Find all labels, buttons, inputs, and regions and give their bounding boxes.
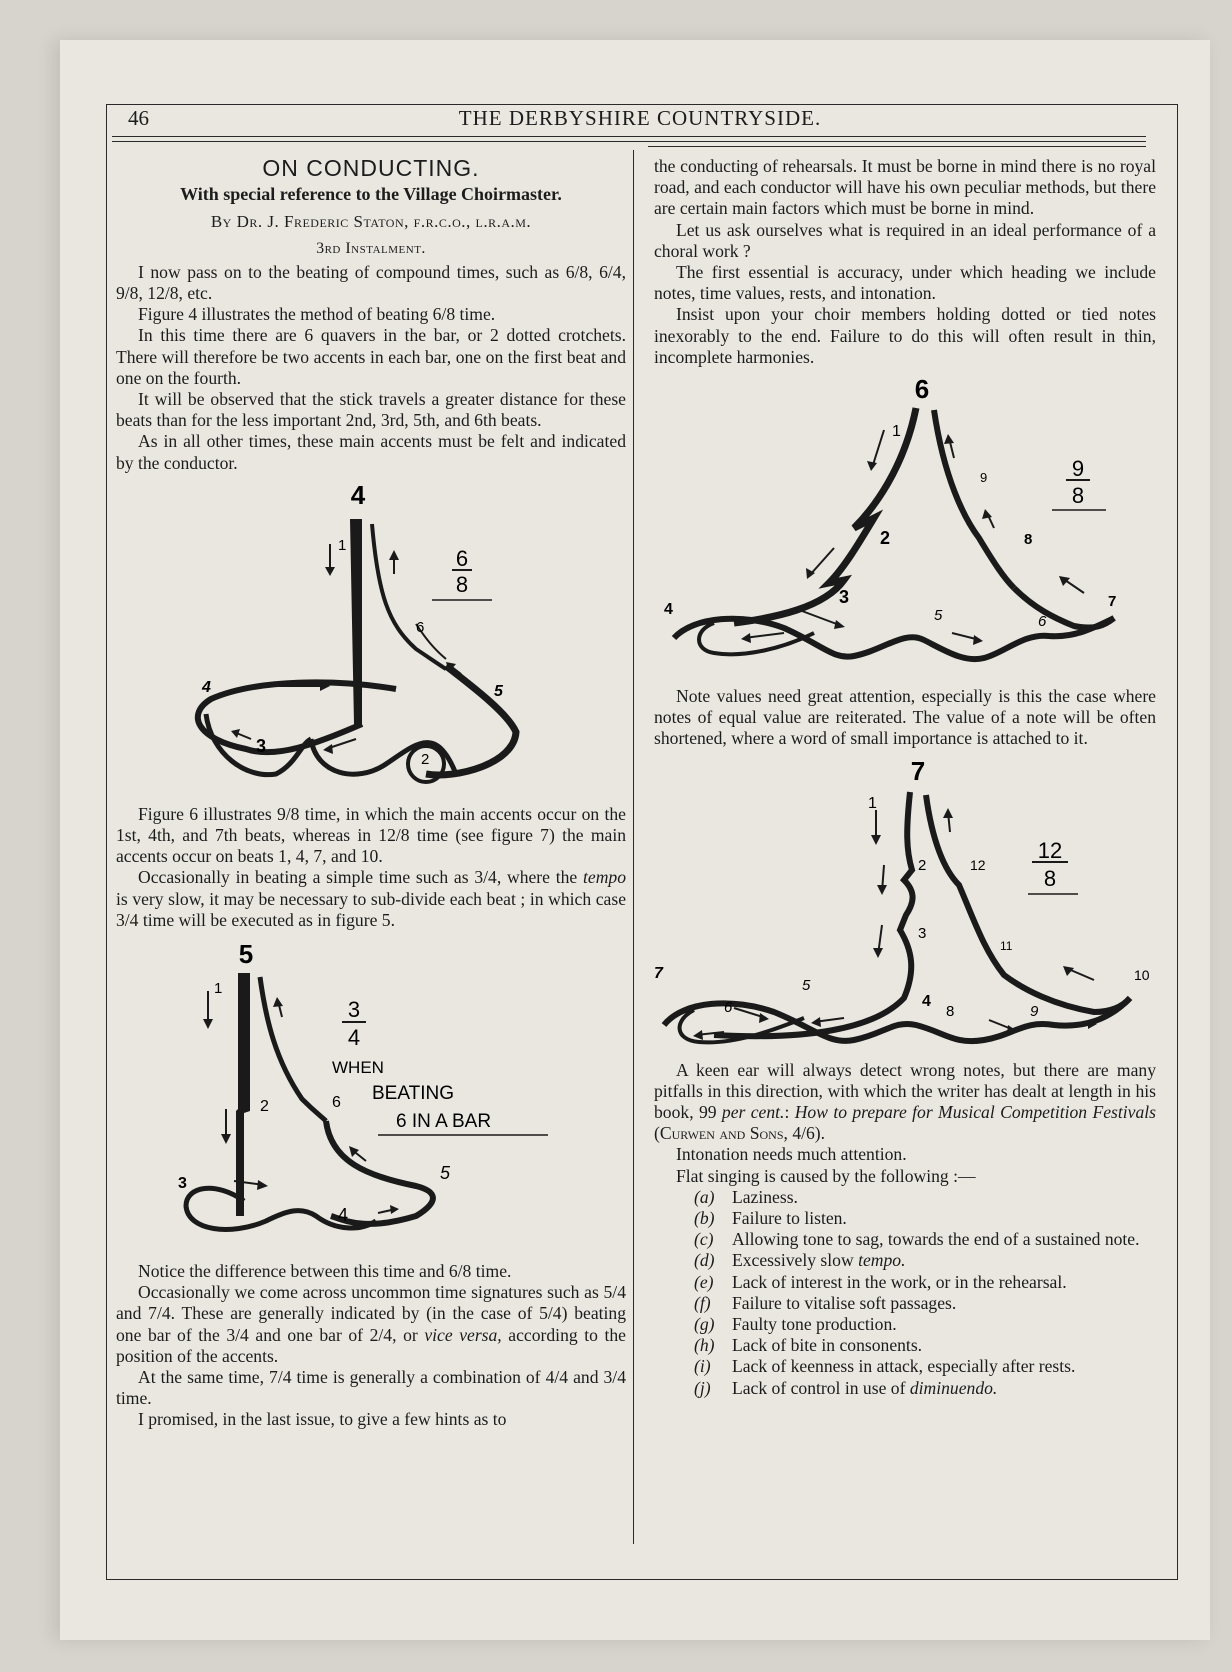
beat-label: 1 [338, 536, 347, 554]
beat-label: 9 [1030, 1002, 1039, 1020]
article-subtitle: With special reference to the Village Choirmaster. [180, 184, 562, 205]
list-item: (b) Failure to listen. [694, 1208, 847, 1229]
figure-3-4-subdivided-beat-pattern [116, 931, 626, 1261]
beat-label: 5 [934, 607, 943, 625]
list-item: (i) Lack of keenness in attack, especially after rests. [694, 1356, 1076, 1377]
paragraph: A keen ear will always detect wrong notes, but there are many pitfalls in this direction, with which the writer has dealt at length in his book, 99 per cent.: How to prepare for Musical Competition Festivals (Curwen and Sons, 4/6). [654, 1059, 1156, 1144]
list-item: (e) Lack of interest in the work, or in the rehearsal. [694, 1271, 1067, 1292]
beat-label: 8 [946, 1002, 955, 1020]
beat-label: 2 [260, 1098, 269, 1116]
beat-label: 2 [421, 750, 430, 768]
paragraph: Flat singing is caused by the following :— [676, 1165, 976, 1186]
paragraph: Insist upon your choir members holding dotted or tied notes inexorably to the end. Failure to do this will often result in thin, incomplete harmonies. [654, 304, 1156, 367]
beat-label: 3 [839, 587, 850, 608]
list-item: (a) Laziness. [694, 1186, 798, 1207]
causes-list [694, 1187, 1156, 1399]
beat-label: 7 [654, 964, 663, 982]
beat-label: 2 [918, 856, 927, 874]
article-title: ON CONDUCTING. [262, 155, 480, 181]
paragraph: The first essential is accuracy, under which heading we include notes, time values, rests, and intonation. [654, 262, 1156, 304]
figure-caption: 6 IN A BAR [396, 1111, 492, 1133]
beat-label: 6 [416, 618, 425, 636]
time-signature-denominator: 8 [1043, 865, 1057, 891]
header-rule-double [112, 141, 1146, 142]
list-item: (j) Lack of control in use of diminuendo. [694, 1377, 998, 1398]
column-divider [633, 150, 634, 1544]
list-item: (f) Failure to vitalise soft passages. [694, 1292, 957, 1313]
figure-top-number: 6 [914, 374, 930, 405]
paragraph: In this time there are 6 quavers in the bar, or 2 dotted crotchets. There will therefore be two accents in each bar, one on the first beat and one on the fourth. [116, 325, 626, 388]
time-signature-numerator: 12 [1037, 837, 1063, 863]
paragraph: As in all other times, these main accents must be felt and indicated by the conductor. [116, 431, 626, 473]
time-signature-numerator: 6 [455, 545, 469, 571]
time-signature-numerator: 9 [1071, 456, 1085, 482]
beat-label: 4 [922, 992, 931, 1010]
paragraph: Let us ask ourselves what is required in an ideal performance of a choral work ? [654, 219, 1156, 261]
beat-label: 1 [868, 794, 877, 812]
paragraph: At the same time, 7/4 time is generally a combination of 4/4 and 3/4 time. [116, 1367, 626, 1409]
time-signature-denominator: 8 [455, 571, 469, 597]
beat-label: 4 [664, 601, 673, 619]
beat-label: 5 [494, 682, 503, 700]
page-number: 46 [128, 106, 149, 130]
instalment-label: 3rd Instalment. [316, 239, 426, 257]
list-item: (d) Excessively slow tempo. [694, 1250, 906, 1271]
time-signature-denominator: 4 [347, 1025, 361, 1051]
figure-9-8-beat-pattern [654, 368, 1156, 686]
figure-caption: BEATING [372, 1083, 454, 1105]
beat-label: 6 [332, 1094, 341, 1112]
beat-label: 4 [338, 1205, 349, 1226]
beat-label: 1 [214, 980, 223, 998]
paragraph: Figure 4 illustrates the method of beating 6/8 time. [138, 304, 496, 325]
beat-label: 7 [1108, 593, 1117, 611]
paragraph: Occasionally we come across uncommon time signatures such as 5/4 and 7/4. These are generally indicated by (in the case of 5/4) beating one bar of the 3/4 and one bar of 2/4, or vice versa, according to the position of the accents. [116, 1282, 626, 1366]
paragraph: I promised, in the last issue, to give a few hints as to [138, 1409, 507, 1430]
beat-label: 4 [202, 678, 211, 696]
beat-label: 9 [980, 470, 988, 486]
figure-top-number: 7 [910, 755, 926, 786]
left-column [116, 155, 626, 1431]
header-rule [112, 136, 1146, 137]
list-item: (c) Allowing tone to sag, towards the end of a sustained note. [694, 1229, 1140, 1250]
paragraph: I now pass on to the beating of compound times, such as 6/8, 6/4, 9/8, 12/8, etc. [116, 261, 626, 304]
header-rule-right [648, 146, 1146, 147]
paragraph: the conducting of rehearsals. It must be borne in mind there is no royal road, and each conductor will have his own peculiar methods, but there are certain main factors which must be borne in mind. [654, 156, 1156, 219]
beat-label: 6 [724, 998, 733, 1016]
beat-label: 5 [440, 1163, 451, 1184]
beat-label: 11 [1000, 938, 1013, 953]
beat-label: 3 [918, 924, 927, 942]
list-item: (h) Lack of bite in consonents. [694, 1335, 923, 1356]
paragraph: Intonation needs much attention. [676, 1144, 907, 1165]
time-signature-denominator: 8 [1071, 483, 1085, 509]
figure-6-8-beat-pattern [116, 474, 626, 804]
figure-top-number: 5 [238, 939, 254, 970]
figure-top-number: 4 [350, 479, 366, 510]
figure-caption: WHEN [332, 1058, 384, 1078]
article-byline: By Dr. J. Frederic Staton, f.r.c.o., l.r.a.m. [210, 212, 532, 232]
beat-label: 1 [892, 423, 901, 441]
beat-label: 8 [1024, 531, 1033, 549]
beat-label: 5 [802, 976, 811, 994]
paragraph: Note values need great attention, especially is this the case where notes of equal value are reiterated. The value of a note will be often shortened, where a word of small importance is attached to it. [654, 686, 1156, 749]
beat-label: 3 [256, 735, 267, 756]
beat-label: 10 [1134, 966, 1150, 983]
paragraph: It will be observed that the stick travels a greater distance for these beats than for the less important 2nd, 3rd, 5th, and 6th beats. [116, 389, 626, 431]
right-column [654, 156, 1156, 1399]
beat-label: 3 [178, 1175, 187, 1193]
beat-label: 2 [880, 528, 891, 549]
magazine-title: THE DERBYSHIRE COUNTRYSIDE. [458, 106, 822, 130]
figure-12-8-beat-pattern [654, 750, 1156, 1060]
list-item: (g) Faulty tone production. [694, 1314, 897, 1335]
paragraph: Notice the difference between this time and 6/8 time. [138, 1261, 512, 1282]
paragraph: Figure 6 illustrates 9/8 time, in which the main accents occur on the 1st, 4th, and 7th beats, whereas in 12/8 time (see figure 7) the main accents occur on beats 1, 4, 7, and 10. [116, 803, 626, 867]
paragraph: Occasionally in beating a simple time such as 3/4, where the tempo is very slow, it may be necessary to sub-divide each beat ; in which case 3/4 time will be executed as in figure 5. [116, 867, 626, 930]
beat-label: 6 [1038, 613, 1047, 631]
beat-label: 12 [970, 856, 986, 873]
time-signature-numerator: 3 [347, 997, 361, 1023]
